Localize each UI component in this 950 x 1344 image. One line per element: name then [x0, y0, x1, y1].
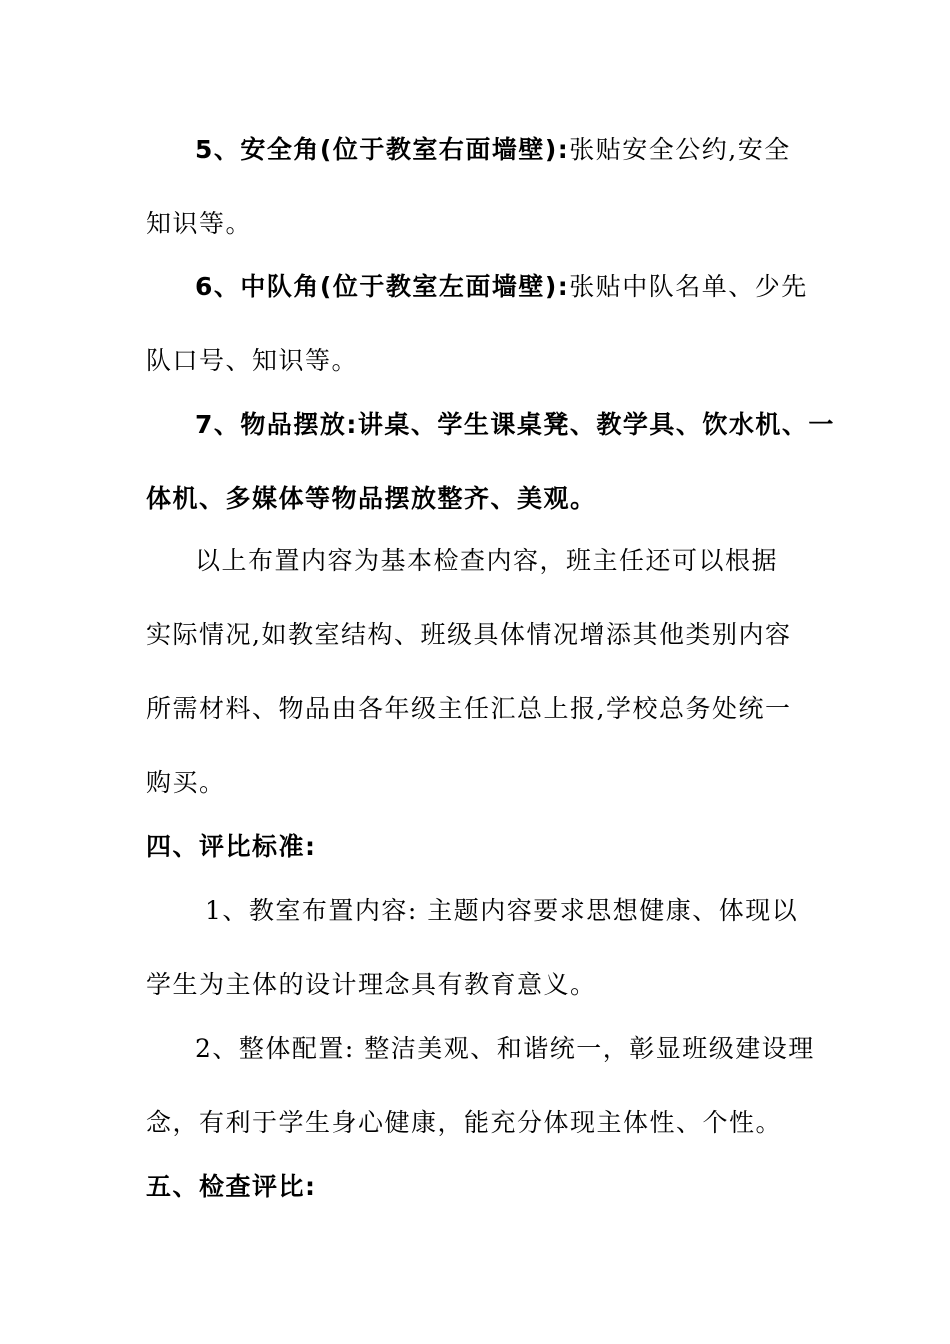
- item5-text: 张贴安全公约,安全: [569, 135, 791, 164]
- criteria1-line1: 1、教室布置内容: 主题内容要求思想健康、体现以: [205, 896, 799, 925]
- item6-line2: 队口号、知识等。: [146, 346, 359, 375]
- item7-line2: 体机、多媒体等物品摆放整齐、美观。: [146, 484, 597, 513]
- summary-line1: 以上布置内容为基本检查内容，班主任还可以根据: [195, 546, 779, 575]
- criteria1-line2: 学生为主体的设计理念具有教育意义。: [146, 970, 597, 999]
- section5-heading: 五、检查评比:: [146, 1172, 317, 1201]
- summary-line2: 实际情况,如教室结构、班级具体情况增添其他类别内容: [146, 620, 792, 649]
- item7-line1: 7、物品摆放:讲桌、学生课桌凳、教学具、饮水机、一: [195, 410, 835, 439]
- item6-title: 6、中队角(位于教室左面墙壁):: [195, 272, 570, 301]
- criteria2-line2: 念，有利于学生身心健康，能充分体现主体性、个性。: [146, 1108, 783, 1137]
- criteria2-line1: 2、整体配置: 整洁美观、和谐统一，彰显班级建设理: [195, 1034, 815, 1063]
- item5-line1: [195, 133, 791, 167]
- item5-title: 5、安全角(位于教室右面墙壁):: [195, 135, 570, 164]
- item6-text: 张贴中队名单、少先: [569, 272, 808, 301]
- summary-line4: 购买。: [146, 768, 226, 797]
- item6-line1: [195, 270, 808, 304]
- summary-line3: 所需材料、物品由各年级主任汇总上报,学校总务处统一: [146, 694, 792, 723]
- item5-line2: 知识等。: [146, 209, 253, 238]
- section4-heading: 四、评比标准:: [146, 832, 317, 861]
